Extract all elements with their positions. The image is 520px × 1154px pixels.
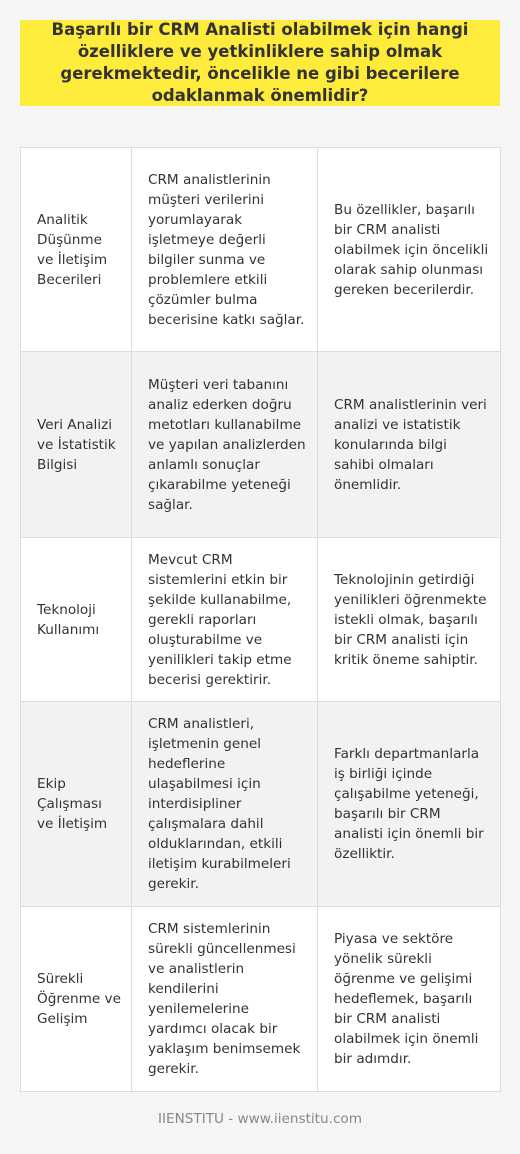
note-cell: Farklı departmanlarla iş birliği içinde çalışabilme yeteneği, başarılı bir CRM analisti için önemli bir özelliktir. (318, 702, 501, 907)
note-cell: CRM analistlerinin veri analizi ve istatistik konularında bilgi sahibi olmaları önemlidir. (318, 352, 501, 538)
note-cell: Teknolojinin getirdiği yenilikleri öğrenmekte istekli olmak, başarılı bir CRM analisti için kritik öneme sahiptir. (318, 538, 501, 702)
title-banner (20, 20, 500, 106)
table-row (21, 148, 501, 352)
table-row (21, 352, 501, 538)
description-cell: Mevcut CRM sistemlerini etkin bir şekilde kullanabilme, gerekli raporları oluşturabilme ve yenilikleri takip etme becerisi gerektirir. (132, 538, 318, 702)
description-cell: Müşteri veri tabanını analiz ederken doğru metotları kullanabilme ve yapılan analizlerden anlamlı sonuçlar çıkarabilme yeteneği sağlar. (132, 352, 318, 538)
skills-table (20, 147, 501, 1092)
description-cell: CRM analistlerinin müşteri verilerini yorumlayarak işletmeye değerli bilgiler sunma ve problemlere etkili çözümler bulma becerisine katkı sağlar. (132, 148, 318, 352)
skill-cell: Teknoloji Kullanımı (21, 538, 132, 702)
skill-cell: Ekip Çalışması ve İletişim (21, 702, 132, 907)
note-cell: Bu özellikler, başarılı bir CRM analisti olabilmek için öncelikli olarak sahip olunması gereken becerilerdir. (318, 148, 501, 352)
note-cell: Piyasa ve sektöre yönelik sürekli öğrenme ve gelişimi hedeflemek, başarılı bir CRM analisti olabilmek için önemli bir adımdır. (318, 907, 501, 1092)
description-cell: CRM sistemlerinin sürekli güncellenmesi ve analistlerin kendilerini yenilemelerine yardımcı olacak bir yaklaşım benimsemek gerekir. (132, 907, 318, 1092)
description-cell: CRM analistleri, işletmenin genel hedeflerine ulaşabilmesi için interdisipliner çalışmalara dahil olduklarından, etkili iletişim kurabilmeleri gerekir. (132, 702, 318, 907)
skill-cell: Analitik Düşünme ve İletişim Becerileri (21, 148, 132, 352)
table-row (21, 702, 501, 907)
footer-credit: IIENSTITU - www.iienstitu.com (158, 1111, 362, 1127)
table-row (21, 907, 501, 1092)
skill-cell: Sürekli Öğrenme ve Gelişim (21, 907, 132, 1092)
table-row (21, 538, 501, 702)
skill-cell: Veri Analizi ve İstatistik Bilgisi (21, 352, 132, 538)
page-title: Başarılı bir CRM Analisti olabilmek için hangi özelliklere ve yetkinliklere sahip olmak gerekmektedir, öncelikle ne gibi becerilere odaklanmak önemlidir? (51, 20, 469, 105)
